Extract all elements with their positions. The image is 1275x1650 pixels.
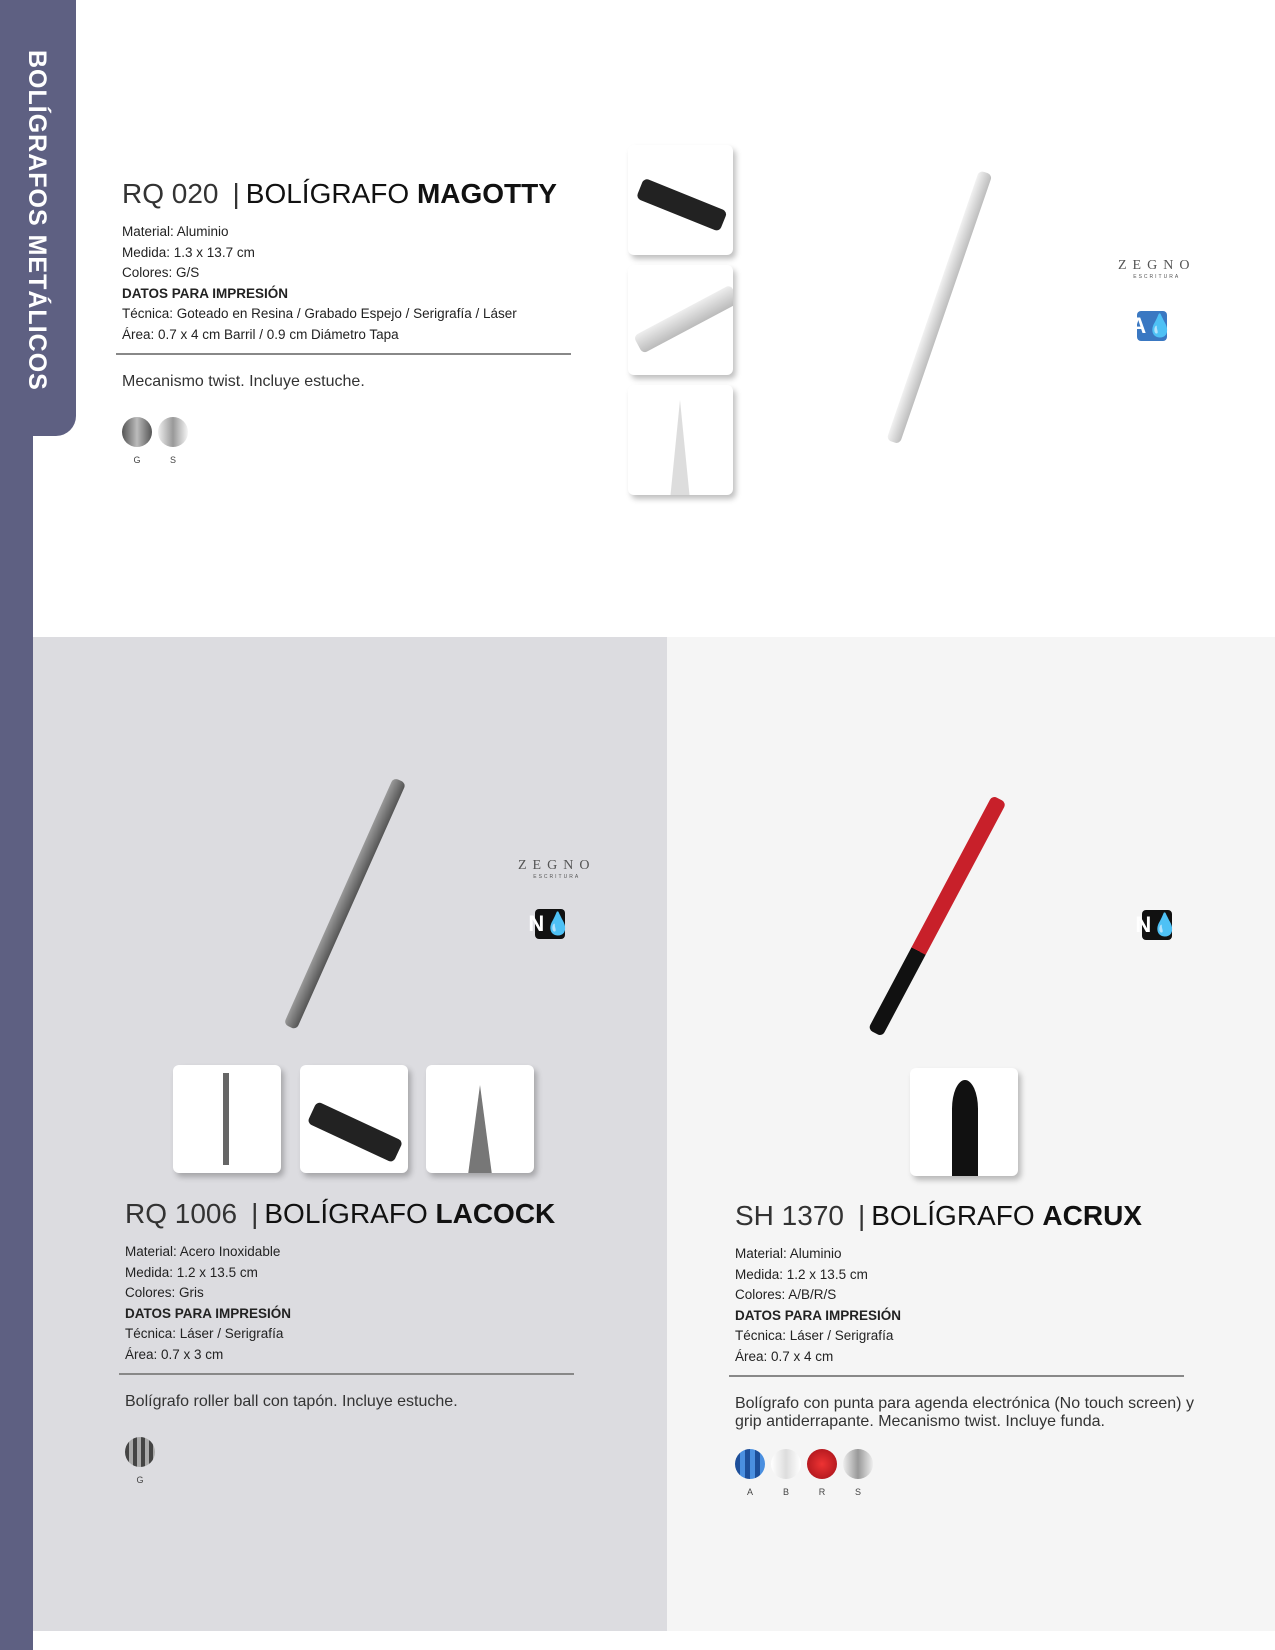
color-swatches [125,1437,595,1485]
thumbnail-tip[interactable] [426,1065,534,1173]
product-title: RQ 1006 | BOLÍGRAFO LACOCK [125,1198,556,1229]
printing-badge-icon: N 💧 [1142,910,1172,940]
divider [119,1373,574,1375]
thumbnail-cap[interactable] [628,265,733,375]
product-specs: Material: Aluminio Medida: 1.3 x 13.7 cm Colores: G/S DATOS PARA IMPRESIÓN Técnica: Goteado en Resina / Grabado Espejo / Serigrafía / Láser Área: 0.7 x 4 cm Barril / 0.9 cm Diámetro Tapa [122,224,517,342]
color-swatches [122,417,592,465]
product-image-magotty [808,150,1093,462]
zegno-logo: ZEGNO ESCRITURA [1118,258,1196,280]
product-description: Bolígrafo roller ball con tapón. Incluye estuche. [125,1393,458,1410]
swatch[interactable]: S [843,1449,873,1497]
product-magotty [122,178,592,465]
zegno-logo: ZEGNO ESCRITURA [518,858,596,880]
product-description: Mecanismo twist. Incluye estuche. [122,373,365,390]
printing-badge-icon: N 💧 [535,909,565,939]
swatch[interactable]: G [125,1437,155,1485]
swatch[interactable]: B [771,1449,801,1497]
product-lacock [125,1198,595,1485]
swatch[interactable]: A [735,1449,765,1497]
printing-badge-icon: A 💧 [1137,311,1167,341]
product-title: RQ 020 | BOLÍGRAFO MAGOTTY [122,178,557,209]
product-specs: Material: Acero Inoxidable Medida: 1.2 x 13.5 cm Colores: Gris DATOS PARA IMPRESIÓN Técnica: Láser / Serigrafía Área: 0.7 x 3 cm [125,1244,292,1362]
thumbnail-case[interactable] [628,145,733,255]
thumbnail-tip[interactable] [628,385,733,495]
swatch[interactable]: G [122,417,152,465]
product-title: SH 1370 | BOLÍGRAFO ACRUX [735,1200,1142,1231]
section-title: BOLÍGRAFOS METÁLICOS [23,50,51,391]
thumbnail-pen[interactable] [173,1065,281,1173]
product-acrux [735,1200,1215,1497]
swatch[interactable]: S [158,417,188,465]
color-swatches [735,1449,1215,1497]
product-specs: Material: Aluminio Medida: 1.2 x 13.5 cm Colores: A/B/R/S DATOS PARA IMPRESIÓN Técnica: Láser / Serigrafía Área: 0.7 x 4 cm [735,1246,902,1364]
divider [116,353,571,355]
thumbnail-case[interactable] [300,1065,408,1173]
thumbnail-tip[interactable] [910,1068,1018,1176]
swatch[interactable]: R [807,1449,837,1497]
divider [729,1375,1184,1377]
product-description: Bolígrafo con punta para agenda electrónica (No touch screen) y grip antiderrapante. Mecanismo twist. Incluye funda. [735,1395,1194,1430]
